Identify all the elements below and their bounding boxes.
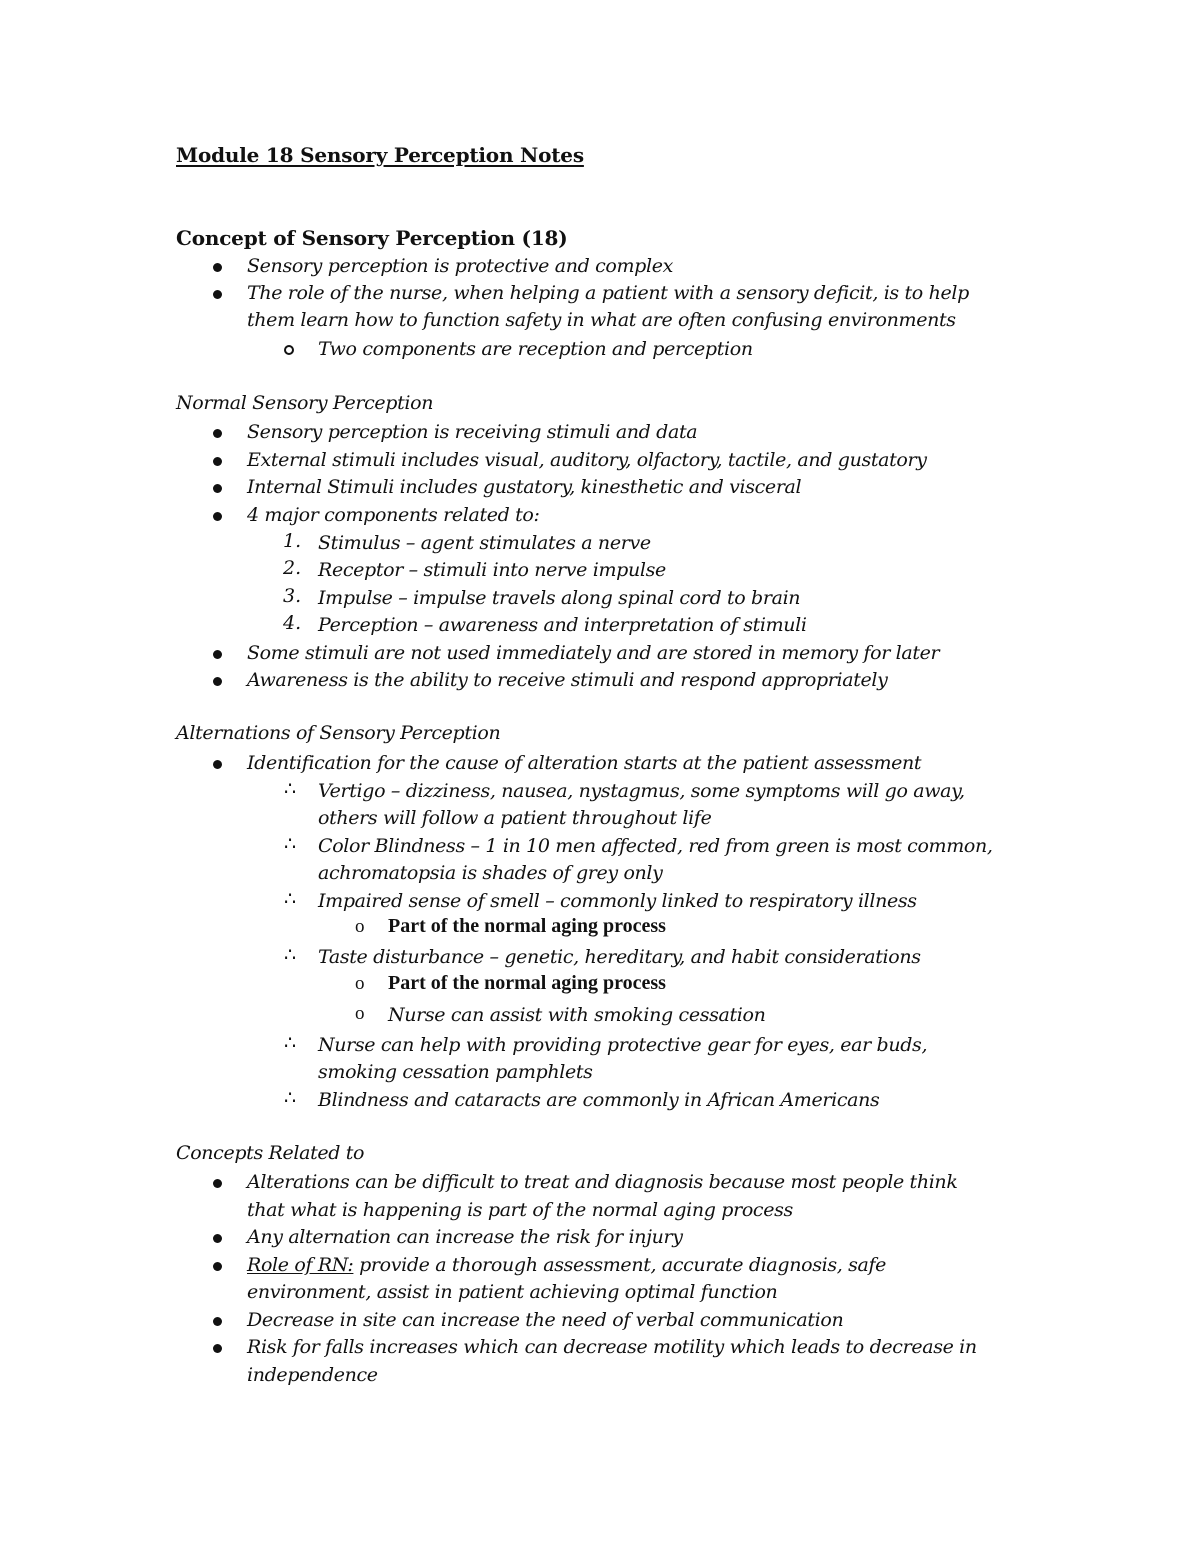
list-item: Sensory perception is receiving stimuli and data: [247, 421, 698, 443]
therefore-icon: ∴: [284, 833, 297, 855]
sub-list-item: Nurse can help with providing protective gear for eyes, ear buds,: [318, 1034, 928, 1056]
sub-list-item: Color Blindness – 1 in 10 men affected, red from green is most common,: [318, 835, 993, 857]
numbered-item: Impulse – impulse travels along spinal cord to brain: [318, 587, 801, 609]
bullet-icon: [213, 512, 222, 521]
list-item: Internal Stimuli includes gustatory, kinesthetic and visceral: [247, 476, 802, 498]
bullet-icon: [213, 484, 222, 493]
bullet-icon: [213, 457, 222, 466]
o-bullet-icon: o: [355, 916, 365, 937]
section-heading-related: Concepts Related to: [176, 1142, 365, 1164]
sub-sub-list-item: Nurse can assist with smoking cessation: [388, 1004, 766, 1026]
page-title: Module 18 Sensory Perception Notes: [176, 143, 584, 167]
list-item: Risk for falls increases which can decrease motility which leads to decrease in: [247, 1336, 977, 1358]
emphasis-item: Part of the normal aging process: [388, 915, 666, 937]
o-bullet-icon: o: [355, 1003, 365, 1024]
section-heading-alternations: Alternations of Sensory Perception: [176, 722, 501, 744]
number-marker: 3.: [283, 585, 302, 607]
bullet-icon: [213, 677, 222, 686]
sub-list-item: Two components are reception and perception: [318, 338, 753, 360]
role-label: Role of RN:: [247, 1254, 354, 1276]
list-item: External stimuli includes visual, auditory, olfactory, tactile, and gustatory: [247, 449, 927, 471]
therefore-icon: ∴: [284, 778, 297, 800]
sub-list-item: Taste disturbance – genetic, hereditary, and habit considerations: [318, 946, 921, 968]
list-item: Identification for the cause of alteration starts at the patient assessment: [247, 752, 922, 774]
list-item: Awareness is the ability to receive stimuli and respond appropriately: [247, 669, 888, 691]
bullet-icon: [213, 1317, 222, 1326]
bullet-icon: [213, 650, 222, 659]
therefore-icon: ∴: [284, 888, 297, 910]
o-bullet-icon: o: [355, 973, 365, 994]
bullet-icon: [213, 1344, 222, 1353]
bullet-icon: [213, 429, 222, 438]
sub-list-item: Impaired sense of smell – commonly linked to respiratory illness: [318, 890, 917, 912]
bullet-icon: [213, 1179, 222, 1188]
number-marker: 1.: [283, 530, 302, 552]
list-item: Sensory perception is protective and complex: [247, 255, 673, 277]
list-item-continuation: environment, assist in patient achieving optimal function: [247, 1281, 778, 1303]
list-item: The role of the nurse, when helping a patient with a sensory deficit, is to help: [247, 282, 969, 304]
bullet-icon: [213, 1262, 222, 1271]
sub-list-item: Vertigo – dizziness, nausea, nystagmus, some symptoms will go away,: [318, 780, 965, 802]
list-item: Decrease in site can increase the need of verbal communication: [247, 1309, 844, 1331]
list-item: Some stimuli are not used immediately and are stored in memory for later: [247, 642, 940, 664]
number-marker: 4.: [283, 612, 302, 634]
list-item: [247, 1252, 886, 1279]
numbered-item: Perception – awareness and interpretation of stimuli: [318, 614, 807, 636]
list-item: Any alternation can increase the risk for injury: [247, 1226, 683, 1248]
section-heading-normal: Normal Sensory Perception: [176, 392, 434, 414]
list-item-continuation: that what is happening is part of the normal aging process: [247, 1199, 793, 1221]
therefore-icon: ∴: [284, 1032, 297, 1054]
section-heading-concept: Concept of Sensory Perception (18): [176, 226, 568, 250]
bullet-icon: [213, 263, 222, 272]
list-item: Alterations can be difficult to treat and diagnosis because most people think: [247, 1171, 958, 1193]
sub-list-item: Blindness and cataracts are commonly in African Americans: [318, 1089, 880, 1111]
therefore-icon: ∴: [284, 944, 297, 966]
number-marker: 2.: [283, 557, 302, 579]
therefore-icon: ∴: [284, 1087, 297, 1109]
list-item-continuation: independence: [247, 1364, 378, 1386]
list-item: 4 major components related to:: [247, 504, 540, 526]
numbered-item: Stimulus – agent stimulates a nerve: [318, 532, 651, 554]
bullet-icon: [213, 760, 222, 769]
bullet-icon: [213, 290, 222, 299]
role-text: provide a thorough assessment, accurate diagnosis, safe: [353, 1254, 887, 1276]
numbered-item: Receptor – stimuli into nerve impulse: [318, 559, 666, 581]
bullet-icon: [213, 1234, 222, 1243]
sub-list-item-continuation: smoking cessation pamphlets: [318, 1061, 593, 1083]
hollow-bullet-icon: [284, 345, 294, 355]
emphasis-item: Part of the normal aging process: [388, 972, 666, 994]
list-item-continuation: them learn how to function safety in what are often confusing environments: [247, 309, 956, 331]
sub-list-item-continuation: achromatopsia is shades of grey only: [318, 862, 663, 884]
sub-list-item-continuation: others will follow a patient throughout life: [318, 807, 712, 829]
